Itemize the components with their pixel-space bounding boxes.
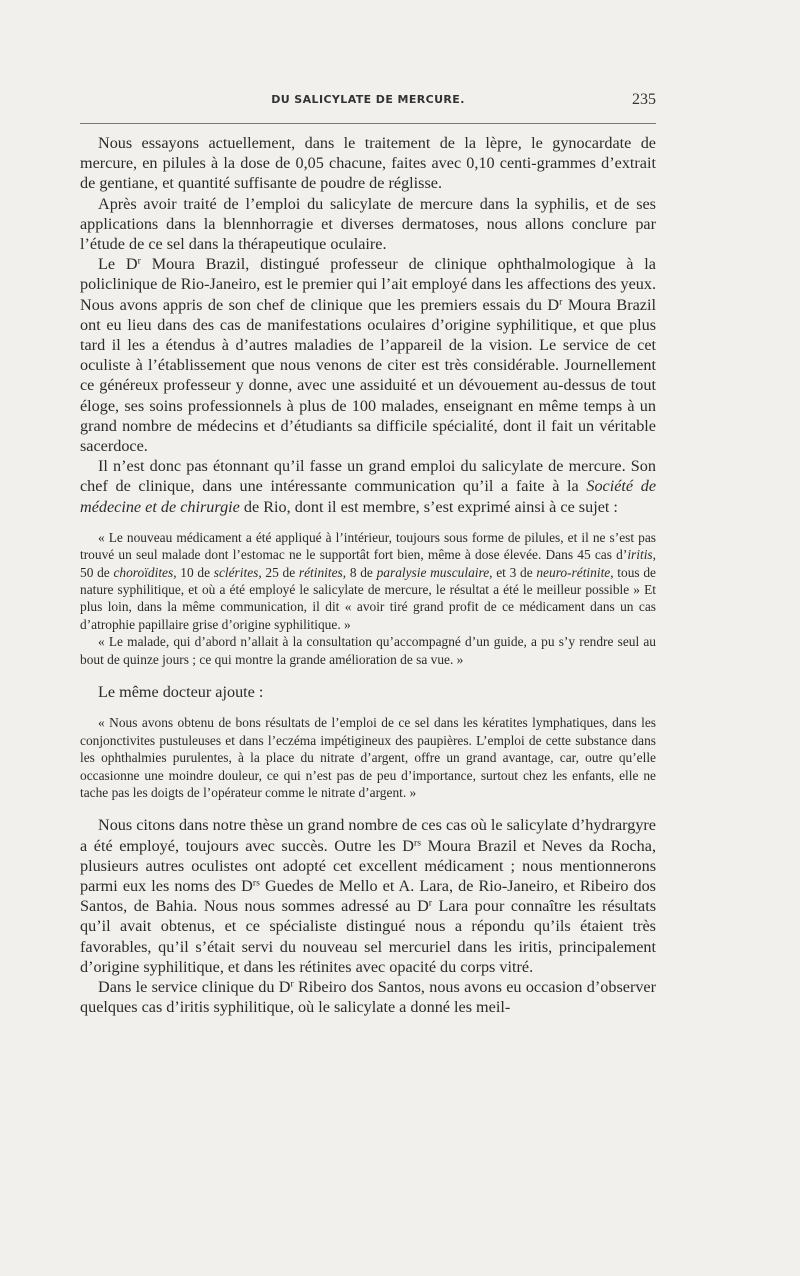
society-name: Société de médecine et de chirurgie (80, 477, 656, 516)
quote-3: « Nous avons obtenu de bons résultats de l’emploi de ce sel dans les kératites lymphatiques, dans les conjonctivites pustuleuses et dans l’eczéma impétigineux des paupières. L’emploi de cette substance dans les ophthalmies purulentes, à la place du nitrate d’argent, offre un grand avantage, car, outre qu’elle occasionne une moindre douleur, ce qui n’est pas de peu d’importance, surtout chez les enfants, elle ne tache pas les doigts de l’opérateur comme le nitrate d’argent. » (80, 715, 656, 800)
quote-1: « Le nouveau médicament a été appliqué à l’intérieur, toujours sous forme de pilules, et il ne s’est pas trouvé un seul malade dont l’estomac ne le supportât fort bien, même à dose élevée. Dans 45 cas d’iritis, 50 de choroïdites, 10 de sclérites, 25 de rétinites, 8 de paralysie musculaire, et 3 de neuro-rétinite, tous de nature syphilitique, et où a été employé le salicylate de mercure, le résultat a été le meilleur possible » Et plus loin, dans la même communication, il dit « avoir tiré grand profit de ce médicament dans un cas d’atrophie papillaire grise d’origine syphilitique. » (80, 529, 656, 632)
page-body (80, 133, 656, 1017)
paragraph-6: Dans le service clinique du $D^r$ Ribeiro dos Santos, nous avons eu occasion d’observer quelques cas d’iritis syphilitique, où le salicylate a donné les meil- (80, 977, 657, 1017)
paragraph-4: Il n’est donc pas étonnant qu’il fasse un grand emploi du salicylate de mercure. Son chef de clinique, dans une intéressante communication qu’il a faite à la Société de médecine et de chirurgie de Rio, dont il est membre, s’est exprimé ainsi à ce sujet : (80, 457, 656, 516)
header-rule (80, 123, 656, 124)
running-title: DU SALICYLATE DE MERCURE. (271, 93, 465, 106)
paragraph-5: Nous citons dans notre thèse un grand nombre de ces cas où le salicylate d’hydrargyre a été employé, toujours avec succès. Outre les $D^{rs}$ Moura Brazil et Neves da Rocha, plusieurs autres oculistes ont adopté cet excellent médicament ; nous mentionnerons parmi eux les noms des $D^{rs}$ Guedes de Mello et A. Lara, de Rio-Janeiro, et Ribeiro dos Santos, de Bahia. Nous nous sommes adressé au $D^r$ Lara pour connaître les résultats qu’il avait obtenus, et ce spécialiste distingué nous a répondu qu’ils étaient très favorables, qu’il s’était servi du nouveau sel mercuriel dans les iritis, principalement d’origine syphilitique, et dans les rétinites avec opacité du corps vitré. (80, 816, 657, 976)
paragraph-2: Après avoir traité de l’emploi du salicylate de mercure dans la syphilis, et de ses applications dans la blennhorragie et diverses dermatoses, nous allons conclure par l’étude de ce sel dans la thérapeutique oculaire. (80, 194, 656, 254)
running-header (80, 93, 656, 113)
paragraph-1: Nous essayons actuellement, dans le traitement de la lèpre, le gynocardate de mercure, en pilules à la dose de 0,05 chacune, faites avec 0,10 centi-grammes d’extrait de gentiane, et quantité suffisante de poudre de réglisse. (80, 134, 656, 193)
paragraph-3: Le $D^r$ Moura Brazil, distingué professeur de clinique ophthalmologique à la policlinique de Rio-Janeiro, est le premier qui l’ait employé dans les affections des yeux. Nous avons appris de son chef de clinique que les premiers essais du $D^r$ Moura Brazil ont eu lieu dans des cas de manifestations oculaires d’origine syphilitique, et que plus tard il les a étendus à d’autres maladies de l’appareil de la vision. Le service de cet oculiste à l’établissement que nous venons de citer est très considérable. Journellement ce généreux professeur y donne, avec une assiduité et un dévouement au-dessus de tout éloge, ses soins professionnels à plus de 100 malades, enseignant en même temps à un grand nombre de médecins et d’étudiants sa difficile spécialité, dont il fait un véritable sacerdoce. (80, 255, 656, 456)
lead-sentence: Le même docteur ajoute : (98, 683, 264, 702)
quote-2: « Le malade, qui d’abord n’allait à la consultation qu’accompagné d’un guide, a pu s’y rendre seul au bout de quinze jours ; ce qui montre la grande amélioration de sa vue. » (80, 634, 656, 667)
page-number: 235 (632, 91, 656, 108)
